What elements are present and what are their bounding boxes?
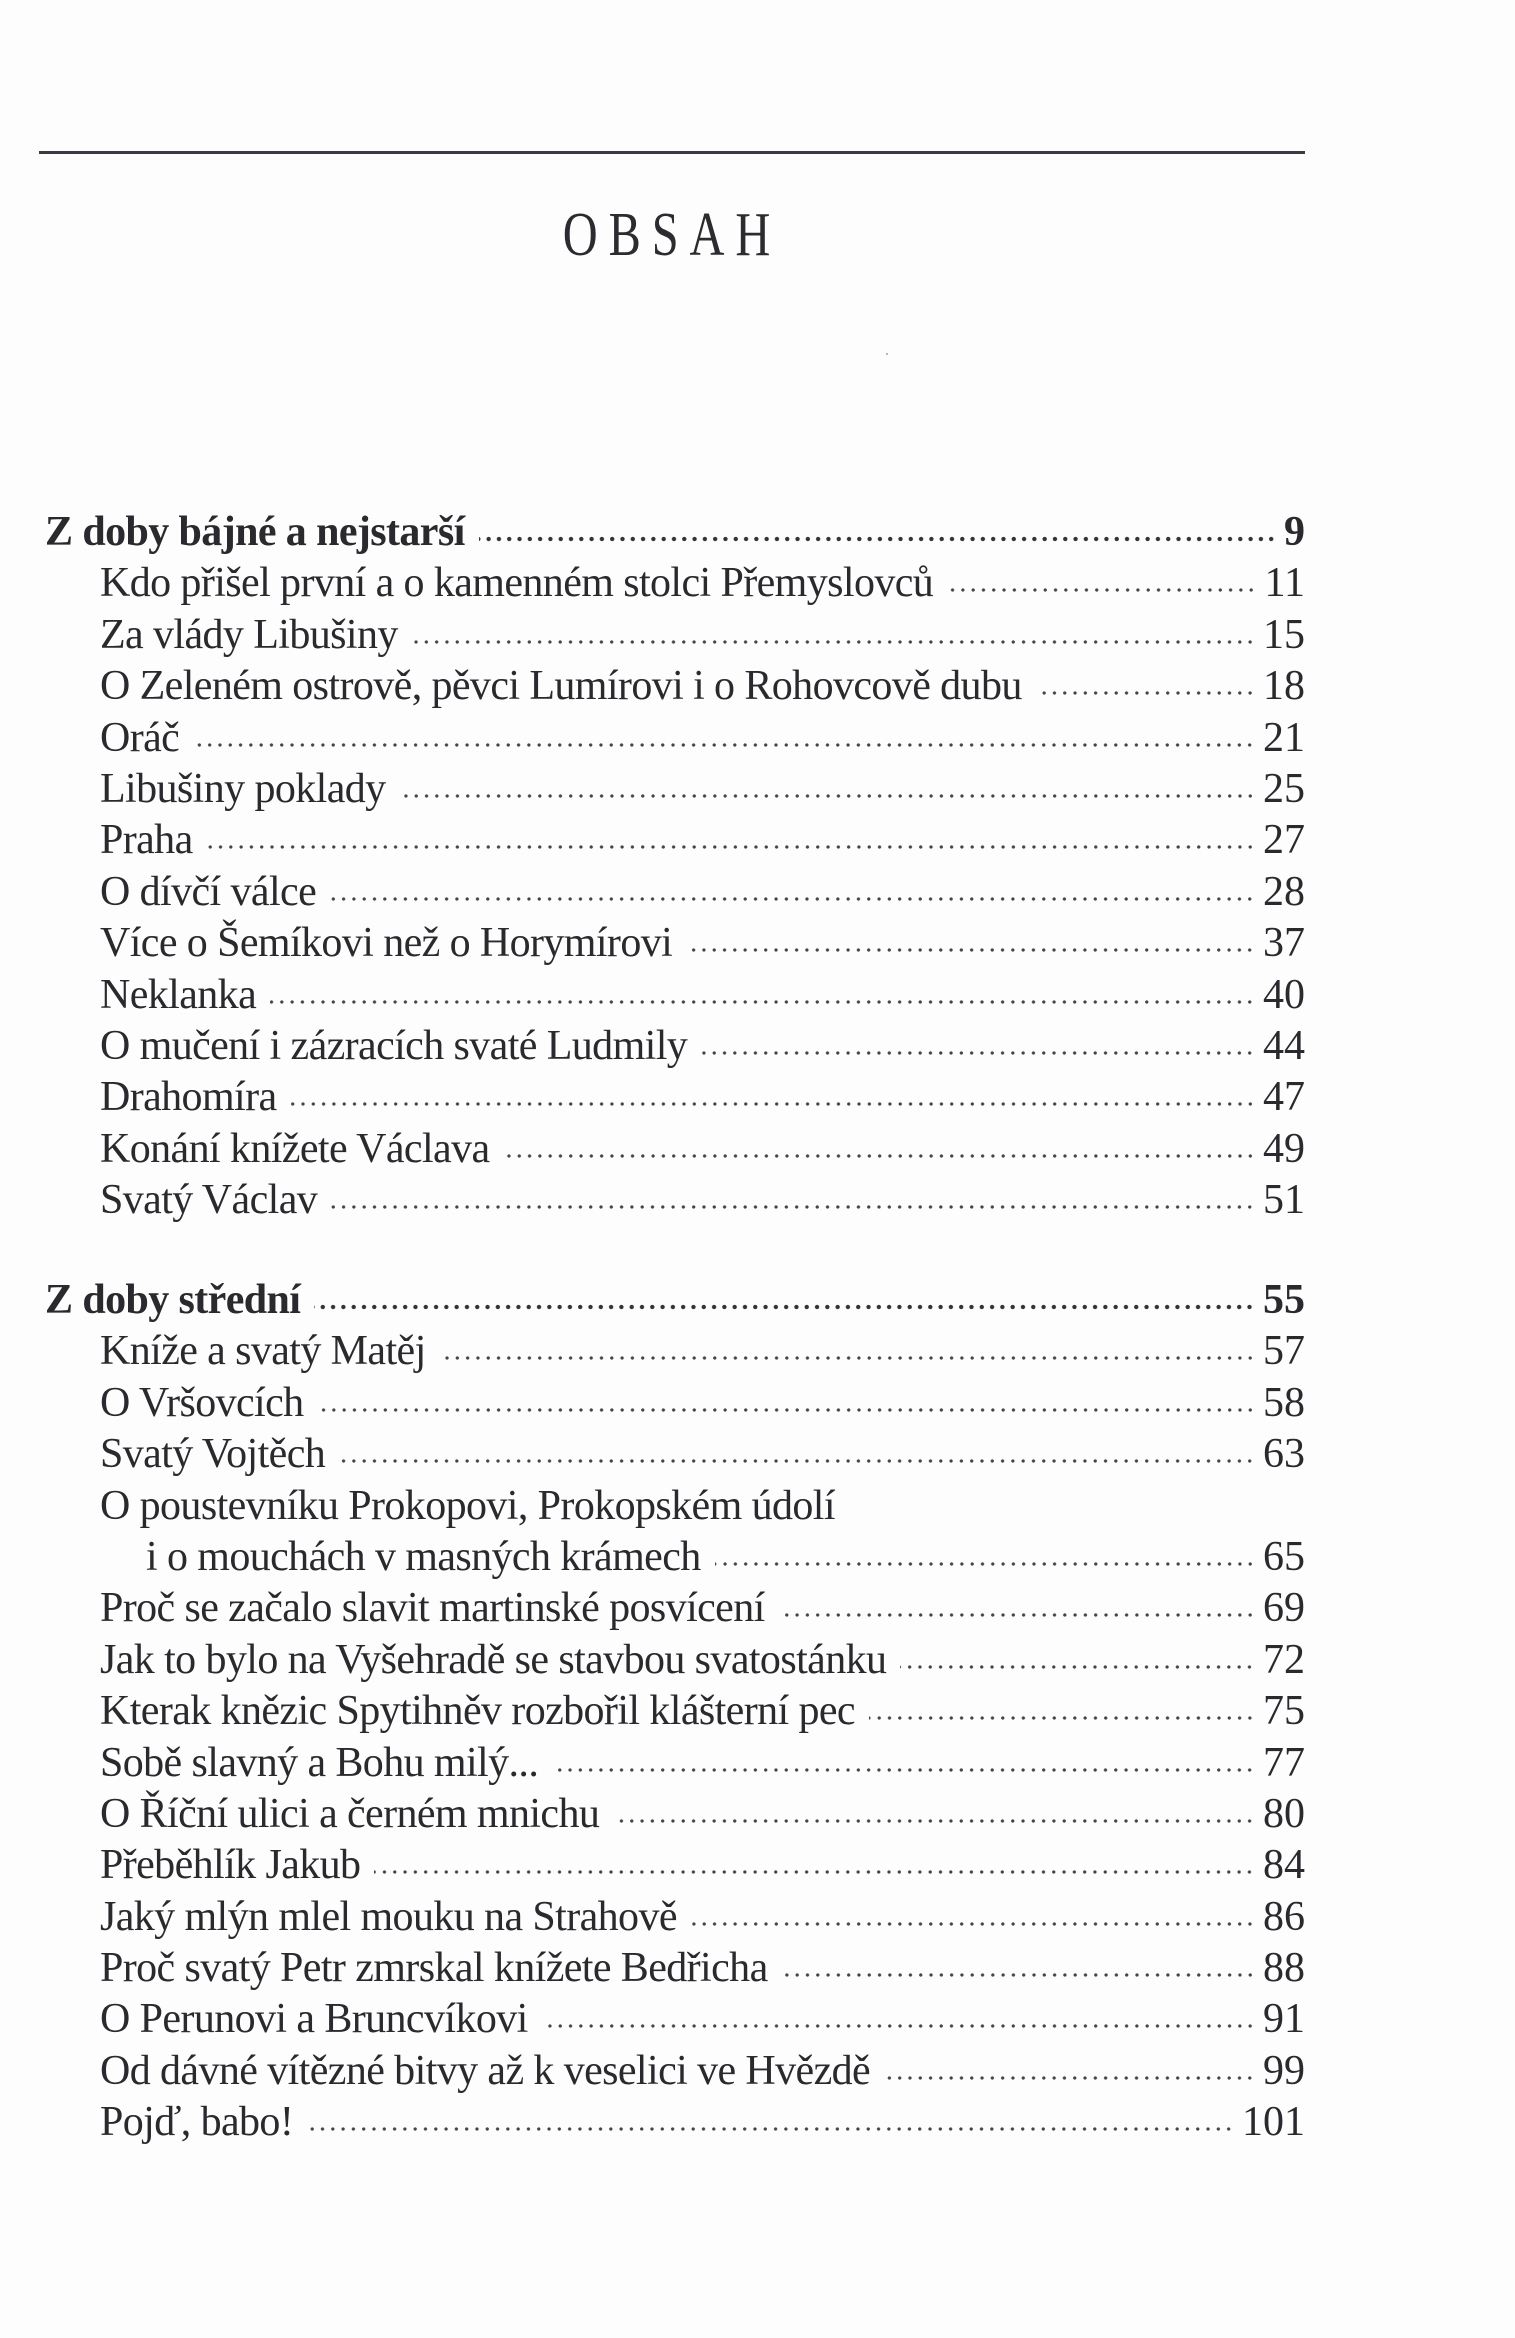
- toc-entry[interactable]: [45, 815, 1305, 866]
- dot-leader: [782, 1969, 1255, 1981]
- dot-leader: [307, 2123, 1234, 2135]
- toc-entry[interactable]: [45, 1738, 1305, 1789]
- dot-leader: [207, 841, 1255, 853]
- toc-entry[interactable]: [45, 1021, 1305, 1072]
- toc-entry[interactable]: [45, 918, 1305, 969]
- toc-page-number: 49: [1263, 1125, 1305, 1172]
- dot-leader: [779, 1609, 1255, 1621]
- toc-page-number: 25: [1263, 765, 1305, 812]
- toc-entry[interactable]: [45, 1892, 1305, 1943]
- toc-entry-title: Kníže a svatý Matěj: [100, 1328, 426, 1375]
- toc-section-heading[interactable]: [45, 507, 1305, 558]
- toc-entry[interactable]: [45, 2046, 1305, 2097]
- toc-page-number: 58: [1263, 1379, 1305, 1426]
- toc-entry[interactable]: [45, 1429, 1305, 1480]
- toc-page-number: 77: [1263, 1739, 1305, 1786]
- dot-leader: [884, 2072, 1255, 2084]
- dot-leader: [900, 1661, 1255, 1673]
- toc-entry-title: Proč svatý Petr zmrskal knížete Bedřicha: [100, 1945, 768, 1992]
- toc-entry-title: Více o Šemíkovi než o Horymírovi: [100, 920, 673, 967]
- toc-entry[interactable]: [45, 558, 1305, 609]
- toc-entry-title: Svatý Vojtěch: [100, 1431, 326, 1478]
- dot-leader: [330, 893, 1255, 905]
- dot-leader: [318, 1404, 1255, 1416]
- toc-entry-title: Kdo přišel první a o kamenném stolci Přemyslovců: [100, 560, 934, 607]
- toc-entry-title-continuation: i o mouchách v masných krámech: [146, 1533, 701, 1580]
- dot-leader: [440, 1352, 1255, 1364]
- toc-entry-title: Drahomíra: [100, 1074, 277, 1121]
- dot-leader: [314, 1301, 1255, 1313]
- toc-entry-title: Praha: [100, 817, 193, 864]
- toc-page-number: 86: [1263, 1893, 1305, 1940]
- toc-page-number: 11: [1264, 560, 1305, 607]
- paper-speck: [886, 353, 888, 355]
- toc-entry[interactable]: [45, 1686, 1305, 1737]
- toc-page-number: 21: [1263, 714, 1305, 761]
- toc-page-number: 75: [1263, 1688, 1305, 1735]
- dot-leader: [613, 1815, 1255, 1827]
- toc-page-number: 99: [1263, 2047, 1305, 2094]
- toc-entry-title: Jak to bylo na Vyšehradě se stavbou svatostánku: [100, 1636, 887, 1683]
- toc-page-number: 44: [1263, 1022, 1305, 1069]
- dot-leader: [479, 533, 1276, 545]
- toc-entry-title: Konání knížete Václava: [100, 1125, 490, 1172]
- dot-leader: [691, 1918, 1255, 1930]
- toc-entry-title: Proč se začalo slavit martinské posvícení: [100, 1585, 765, 1632]
- toc-heading-title: Z doby bájné a nejstarší: [45, 509, 465, 555]
- toc-entry-title: O mučení i zázracích svaté Ludmily: [100, 1022, 688, 1069]
- dot-leader: [193, 739, 1255, 751]
- dot-leader: [715, 1558, 1255, 1570]
- toc-entry-title: Neklanka: [100, 971, 257, 1018]
- toc-entry[interactable]: [45, 661, 1305, 712]
- toc-page-number: 51: [1263, 1177, 1305, 1224]
- toc-entry[interactable]: [45, 2097, 1305, 2148]
- toc-entry[interactable]: [45, 1635, 1305, 1686]
- toc-section-1: [45, 507, 1305, 1226]
- toc-entry-title: Svatý Václav: [100, 1177, 318, 1224]
- toc-entry-title: O Vršovcích: [100, 1379, 304, 1426]
- toc-page-number: 69: [1263, 1585, 1305, 1632]
- dot-leader: [947, 584, 1256, 596]
- toc-entry[interactable]: [45, 1378, 1305, 1429]
- toc-entry-title: Přeběhlík Jakub: [100, 1842, 361, 1889]
- toc-section-heading[interactable]: [45, 1275, 1305, 1326]
- toc-page-number: 84: [1263, 1842, 1305, 1889]
- toc-entry[interactable]: [45, 970, 1305, 1021]
- toc-page-number: 72: [1263, 1636, 1305, 1683]
- toc-page-number: 47: [1263, 1074, 1305, 1121]
- dot-leader: [701, 1047, 1255, 1059]
- toc-entry-title: O poustevníku Prokopovi, Prokopském údolí: [100, 1482, 835, 1529]
- toc-entry[interactable]: [45, 1326, 1305, 1377]
- dot-leader: [400, 790, 1255, 802]
- dot-leader: [412, 636, 1255, 648]
- page-title: OBSAH: [562, 201, 782, 269]
- dot-leader: [374, 1866, 1255, 1878]
- top-rule: [39, 151, 1305, 154]
- toc-entry[interactable]: [45, 610, 1305, 661]
- toc-entry-title: O dívčí válce: [100, 868, 317, 915]
- toc-page-number: 15: [1263, 611, 1305, 658]
- toc-entry-title: O Říční ulici a černém mnichu: [100, 1790, 600, 1837]
- toc-entry-title: Kterak knězic Spytihněv rozbořil klášterní pec: [100, 1688, 855, 1735]
- toc-page-number: 9: [1284, 509, 1305, 555]
- toc-entry[interactable]: [45, 1943, 1305, 1994]
- toc-entry-continuation[interactable]: [45, 1532, 1305, 1583]
- dot-leader: [1036, 687, 1255, 699]
- toc-section-2: [45, 1275, 1305, 2149]
- toc-heading-title: Z doby střední: [45, 1277, 301, 1323]
- dot-leader: [869, 1712, 1255, 1724]
- toc-entry-title: Od dávné vítězné bitvy až k veselici ve Hvězdě: [100, 2047, 871, 2094]
- toc-page-number: 65: [1263, 1533, 1305, 1580]
- toc-entry[interactable]: [45, 1789, 1305, 1840]
- toc-page-number: 91: [1263, 1996, 1305, 2043]
- toc-entry-first-line[interactable]: [45, 1481, 1305, 1532]
- dot-leader: [504, 1150, 1255, 1162]
- toc-entry-title: O Zeleném ostrově, pěvci Lumírovi i o Rohovcově dubu: [100, 663, 1022, 710]
- toc-entry[interactable]: [45, 1994, 1305, 2045]
- toc-entry[interactable]: [45, 867, 1305, 918]
- dot-leader: [331, 1201, 1255, 1213]
- toc-page-number: 57: [1263, 1328, 1305, 1375]
- toc-entry-title: Oráč: [100, 714, 180, 761]
- toc-page-number: 40: [1263, 971, 1305, 1018]
- dot-leader: [686, 944, 1255, 956]
- toc-page-number: 18: [1263, 663, 1305, 710]
- toc-entry[interactable]: [45, 1124, 1305, 1175]
- toc-entry[interactable]: [45, 764, 1305, 815]
- toc-page-number: 80: [1263, 1790, 1305, 1837]
- toc-entry[interactable]: [45, 1583, 1305, 1634]
- dot-leader: [291, 1098, 1255, 1110]
- toc-entry-title: Za vlády Libušiny: [100, 611, 398, 658]
- toc-entry-title: Sobě slavný a Bohu milý...: [100, 1739, 539, 1786]
- dot-leader: [552, 1764, 1255, 1776]
- toc-entry[interactable]: [45, 713, 1305, 764]
- toc-page-number: 63: [1263, 1431, 1305, 1478]
- toc-page-number: 55: [1263, 1277, 1305, 1323]
- dot-leader: [270, 996, 1255, 1008]
- toc-entry[interactable]: [45, 1072, 1305, 1123]
- toc-entry[interactable]: [45, 1840, 1305, 1891]
- toc-entry-title: Libušiny poklady: [100, 765, 386, 812]
- toc-page-number: 101: [1242, 2099, 1305, 2146]
- toc-entry[interactable]: [45, 1175, 1305, 1226]
- toc-page-number: 88: [1263, 1945, 1305, 1992]
- toc-entry-title: O Perunovi a Bruncvíkovi: [100, 1996, 528, 2043]
- toc-page-number: 37: [1263, 920, 1305, 967]
- toc-entry-title: Jaký mlýn mlel mouku na Strahově: [100, 1893, 677, 1940]
- dot-leader: [339, 1455, 1255, 1467]
- dot-leader: [542, 2020, 1255, 2032]
- toc-page-number: 27: [1263, 817, 1305, 864]
- toc-entry-title: Pojď, babo!: [100, 2099, 294, 2146]
- toc-page-number: 28: [1263, 868, 1305, 915]
